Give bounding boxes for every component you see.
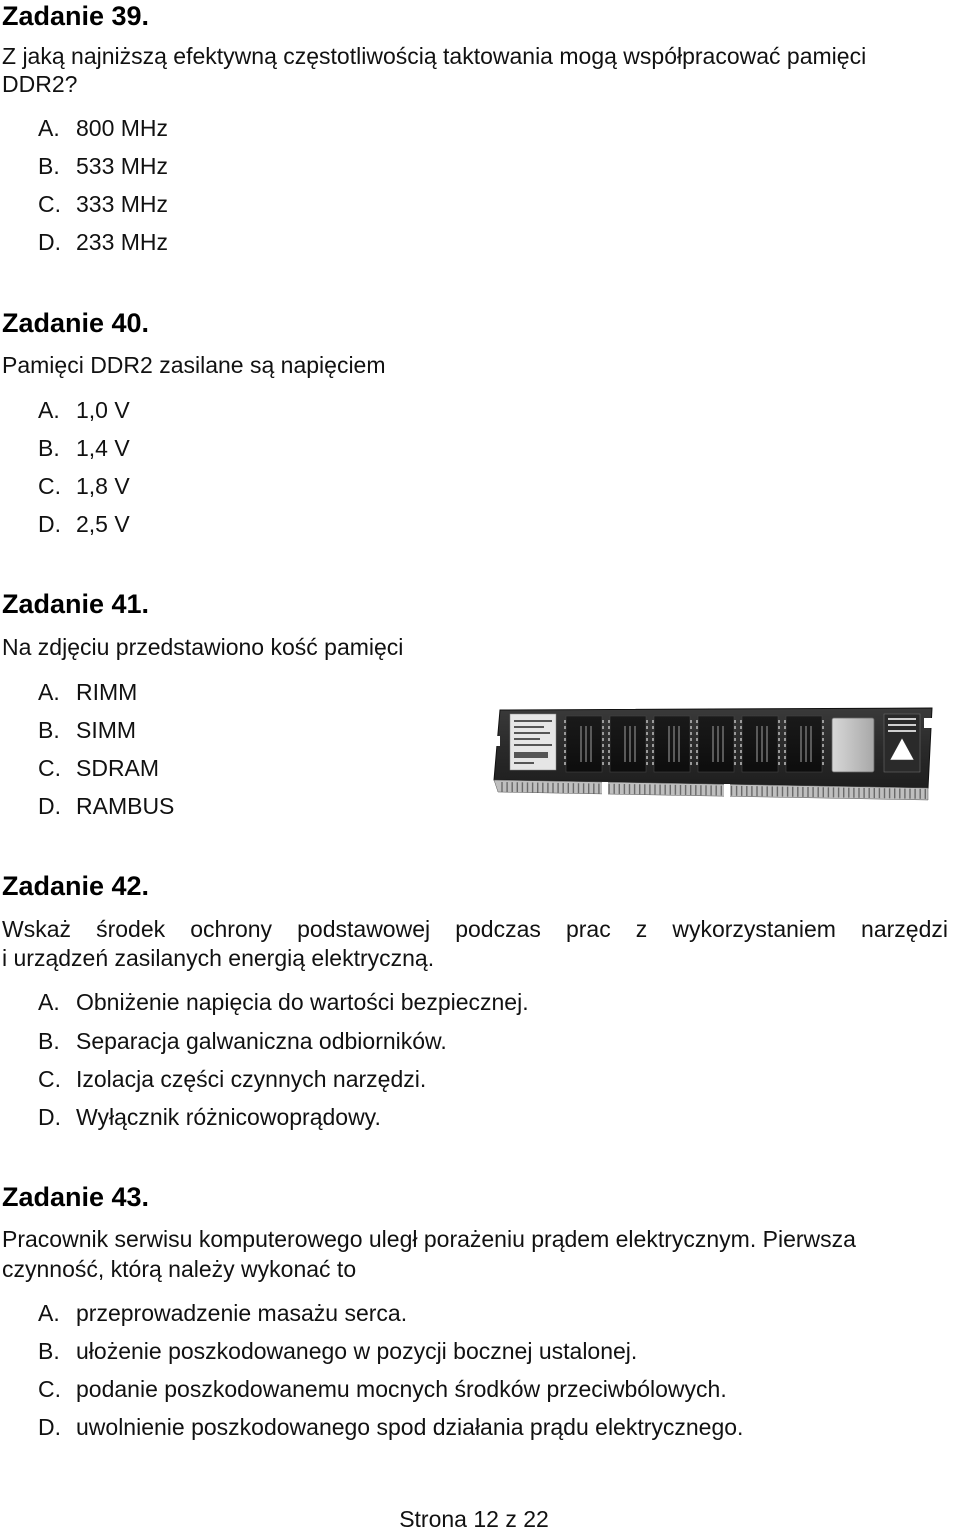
q43-option-c-letter: C.	[38, 1376, 61, 1402]
q41-option-c-text: SDRAM	[76, 755, 160, 781]
q40-option-d-letter: D.	[38, 511, 61, 537]
q43-option-d	[38, 1412, 918, 1442]
q43-option-a-text: przeprowadzenie masażu serca.	[76, 1300, 408, 1326]
q39-question-line2: DDR2?	[2, 71, 78, 97]
q40-option-d-text: 2,5 V	[76, 511, 130, 537]
q40-option-a	[38, 395, 438, 425]
q41-option-d-letter: D.	[38, 793, 61, 819]
q42-option-b	[38, 1026, 838, 1056]
q43-option-b-letter: B.	[38, 1338, 60, 1364]
q41-option-a	[38, 677, 438, 707]
q40-title: Zadanie 40.	[2, 308, 150, 338]
q39-option-c-letter: C.	[38, 191, 61, 217]
memory-chip	[564, 716, 604, 772]
q39-option-d-letter: D.	[38, 229, 61, 255]
q40-option-b-letter: B.	[38, 435, 60, 461]
q41-option-b	[38, 715, 438, 745]
q43-option-b-text: ułożenie poszkodowanego w pozycji bocznej ustalonej.	[76, 1338, 638, 1364]
q39-option-b	[38, 151, 438, 181]
memory-chip	[740, 716, 780, 772]
q39-option-c-text: 333 MHz	[76, 191, 169, 217]
q40-option-b-text: 1,4 V	[76, 435, 130, 461]
q43-option-d-letter: D.	[38, 1414, 61, 1440]
q39-option-a	[38, 113, 438, 143]
q43-option-d-text: uwolnienie poszkodowanego spod działania prądu elektrycznego.	[76, 1414, 744, 1440]
q41-title: Zadanie 41.	[2, 589, 150, 619]
q41-option-b-letter: B.	[38, 717, 60, 743]
q41-option-d-text: RAMBUS	[76, 793, 175, 819]
q42-option-a	[38, 987, 838, 1017]
q41-option-a-text: RIMM	[76, 679, 138, 705]
q39-question-line1: Z jaką najniższą efektywną częstotliwością taktowania mogą współpracować pamięci	[2, 43, 867, 69]
q41-option-a-letter: A.	[38, 679, 60, 705]
q42-option-d	[38, 1102, 838, 1132]
q42-option-a-text: Obniżenie napięcia do wartości bezpiecznej.	[76, 989, 529, 1015]
q40-option-a-text: 1,0 V	[76, 397, 130, 423]
q43-question-line1: Pracownik serwisu komputerowego uległ porażeniu prądem elektrycznym. Pierwsza	[2, 1226, 856, 1252]
q42-option-d-text: Wyłącznik różnicowoprądowy.	[76, 1104, 381, 1130]
memory-module-photo	[492, 700, 940, 804]
page-number: Strona 12 z 22	[399, 1506, 549, 1532]
q41-option-b-text: SIMM	[76, 717, 137, 743]
q43-option-b	[38, 1336, 918, 1366]
q42-option-d-letter: D.	[38, 1104, 61, 1130]
q41-option-c	[38, 753, 438, 783]
q39-option-a-letter: A.	[38, 115, 60, 141]
q42-title: Zadanie 42.	[2, 871, 150, 901]
q40-option-c-letter: C.	[38, 473, 61, 499]
q43-option-c-text: podanie poszkodowanemu mocnych środków przeciwbólowych.	[76, 1376, 727, 1402]
q42-question-line1: Wskaż środek ochrony podstawowej podczas prac z wykorzystaniem narzędzi	[2, 916, 948, 942]
q41-question: Na zdjęciu przedstawiono kość pamięci	[2, 634, 404, 660]
q42-option-c-text: Izolacja części czynnych narzędzi.	[76, 1066, 427, 1092]
q39-option-b-text: 533 MHz	[76, 153, 169, 179]
q41-option-c-letter: C.	[38, 755, 61, 781]
q40-option-b	[38, 433, 438, 463]
q42-option-c	[38, 1064, 838, 1094]
memory-chip	[784, 716, 824, 772]
q40-option-d	[38, 509, 438, 539]
q41-option-d	[38, 791, 438, 821]
q42-option-b-letter: B.	[38, 1028, 60, 1054]
q40-option-c-text: 1,8 V	[76, 473, 130, 499]
q43-option-c	[38, 1374, 918, 1404]
memory-chip	[608, 716, 648, 772]
q39-title: Zadanie 39.	[2, 1, 150, 31]
memory-chip	[696, 716, 736, 772]
q39-option-d	[38, 227, 438, 257]
q43-option-a	[38, 1298, 918, 1328]
q43-title: Zadanie 43.	[2, 1182, 150, 1212]
q42-option-c-letter: C.	[38, 1066, 61, 1092]
q43-option-a-letter: A.	[38, 1300, 60, 1326]
q42-option-a-letter: A.	[38, 989, 60, 1015]
q42-question-line2: i urządzeń zasilanych energią elektryczną.	[2, 945, 435, 971]
memory-chip	[652, 716, 692, 772]
q39-option-b-letter: B.	[38, 153, 60, 179]
q40-option-a-letter: A.	[38, 397, 60, 423]
q39-option-a-text: 800 MHz	[76, 115, 169, 141]
q40-question: Pamięci DDR2 zasilane są napięciem	[2, 352, 386, 378]
q43-question-line2: czynność, którą należy wykonać to	[2, 1256, 357, 1282]
q39-option-d-text: 233 MHz	[76, 229, 169, 255]
q42-option-b-text: Separacja galwaniczna odbiorników.	[76, 1028, 447, 1054]
q40-option-c	[38, 471, 438, 501]
q39-option-c	[38, 189, 438, 219]
